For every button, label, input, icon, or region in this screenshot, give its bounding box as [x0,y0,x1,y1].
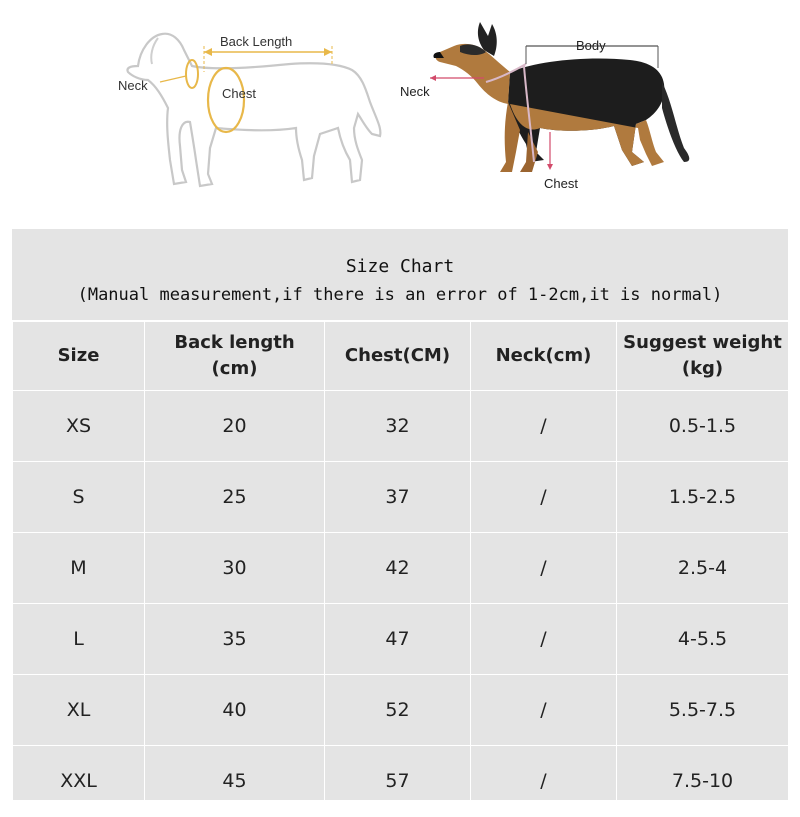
cell-weight: 7.5-10 [617,746,789,817]
right-neck-label: Neck [400,84,430,99]
header-back-length: Back length (cm) [145,322,325,391]
cell-back-length: 35 [145,604,325,675]
cell-neck: / [471,462,617,533]
body-label: Body [576,38,606,53]
cell-weight: 0.5-1.5 [617,391,789,462]
cell-back-length: 30 [145,533,325,604]
table-header-row [13,322,789,391]
cell-size: XL [13,675,145,746]
header-suggest-weight: Suggest weight (kg) [617,322,789,391]
cell-neck: / [471,533,617,604]
size-chart-title: Size Chart [345,256,455,277]
dog-outline-diagram [100,10,400,220]
cell-weight: 4-5.5 [617,604,789,675]
cell-chest: 47 [325,604,471,675]
cell-size: S [13,462,145,533]
size-chart-table [12,229,788,800]
left-chest-label: Chest [222,86,256,101]
cell-chest: 32 [325,391,471,462]
cell-back-length: 40 [145,675,325,746]
cell-size: XXL [13,746,145,817]
table-row [13,746,789,817]
cell-size: M [13,533,145,604]
size-chart-subtitle: (Manual measurement,if there is an error of 1-2cm,it is normal) [77,285,723,305]
cell-weight: 1.5-2.5 [617,462,789,533]
cell-chest: 52 [325,675,471,746]
cell-neck: / [471,604,617,675]
header-size: Size [13,322,145,391]
cell-back-length: 20 [145,391,325,462]
back-length-label: Back Length [220,34,293,49]
cell-chest: 42 [325,533,471,604]
header-chest: Chest(CM) [325,322,471,391]
table-row [13,604,789,675]
cell-weight: 2.5-4 [617,533,789,604]
cell-weight: 5.5-7.5 [617,675,789,746]
table-row [13,533,789,604]
cell-size: L [13,604,145,675]
table-row [13,675,789,746]
cell-neck: / [471,746,617,817]
left-neck-label: Neck [118,78,148,93]
size-table [12,321,789,817]
size-chart-title-block [12,229,788,321]
cell-neck: / [471,675,617,746]
table-row [13,462,789,533]
table-row [13,391,789,462]
right-chest-label: Chest [544,176,578,191]
cell-back-length: 25 [145,462,325,533]
cell-chest: 37 [325,462,471,533]
cell-chest: 57 [325,746,471,817]
german-shepherd-diagram [400,12,720,202]
measurement-illustrations [0,0,800,225]
cell-neck: / [471,391,617,462]
header-neck: Neck(cm) [471,322,617,391]
cell-size: XS [13,391,145,462]
cell-back-length: 45 [145,746,325,817]
